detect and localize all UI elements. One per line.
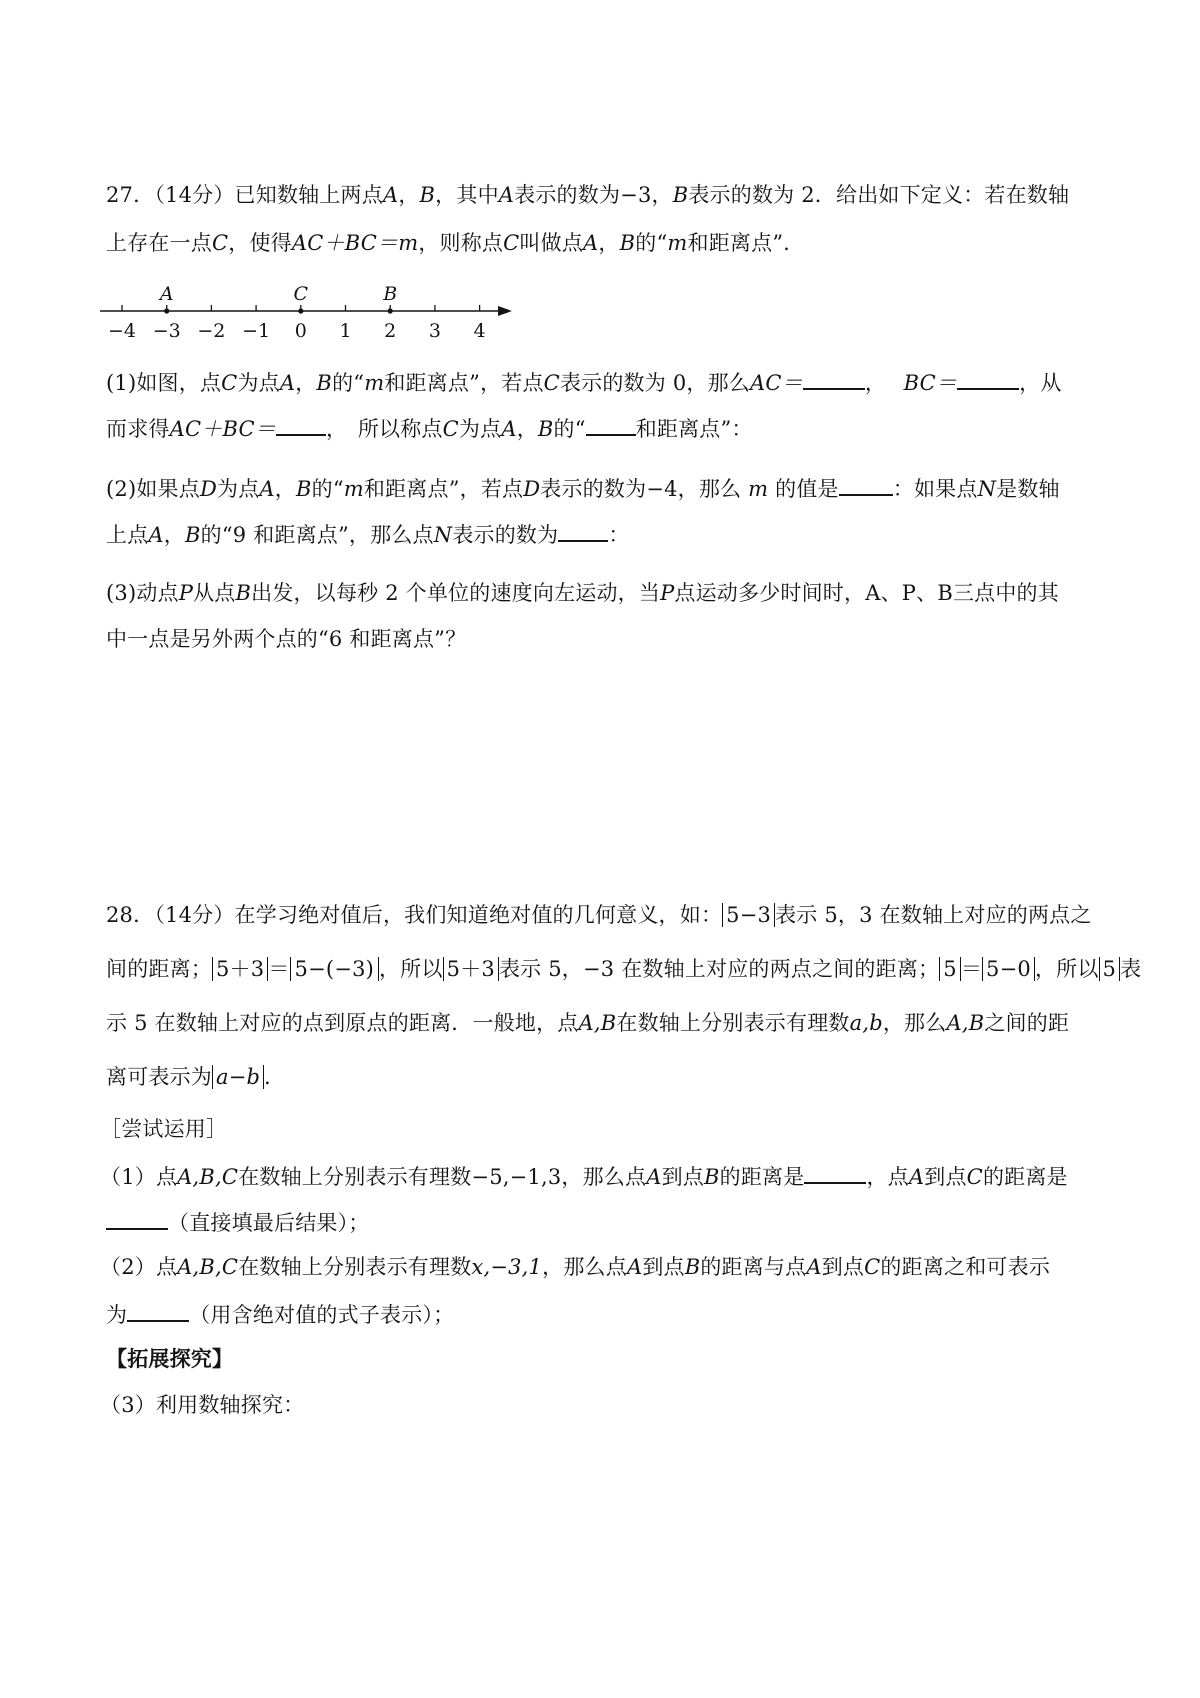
point-marker: [298, 308, 303, 313]
text: 在数轴上分别表示有理数−5,−1,3，那么点: [238, 1165, 647, 1189]
var-ABC: A,B,C: [177, 1255, 239, 1279]
try-heading: [100, 1114, 1126, 1144]
section-heading: 【拓展探究】: [106, 1346, 234, 1371]
q28-part2-line-2: [106, 1298, 1126, 1330]
var-B: B: [419, 183, 436, 207]
text: 的“: [332, 371, 365, 395]
text: （1）点: [100, 1165, 178, 1189]
text: 表示 5，3 在数轴上对应的两点之: [775, 903, 1092, 927]
var-B: B: [316, 371, 333, 395]
text: 在数轴上分别表示有理数: [238, 1255, 472, 1279]
text: 表: [1120, 957, 1142, 981]
text: 到点: [642, 1255, 685, 1279]
arrow-right-icon: [498, 306, 512, 316]
point-marker: [388, 308, 393, 313]
point-label: A: [159, 283, 174, 305]
var-A: A: [646, 1165, 662, 1189]
text: 和距离点”：: [635, 417, 753, 441]
var-ABC: A,B,C: [177, 1165, 239, 1189]
point-label: C: [293, 283, 309, 305]
tick-label: −2: [197, 320, 226, 342]
text: 在数轴上分别表示有理数: [616, 1011, 850, 1035]
var-D: D: [523, 477, 541, 501]
q27-line-2: [106, 228, 1126, 258]
text: ，点: [866, 1165, 909, 1189]
text: 为点: [217, 477, 260, 501]
text: 28．（14分）在学习绝对值后，我们知道绝对值的几何意义，如：: [106, 903, 723, 927]
var-B: B: [619, 231, 636, 255]
q28-part2-line-1: [100, 1252, 1126, 1282]
text: 表示 5，−3 在数轴上对应的两点之间的距离；: [498, 957, 940, 981]
text: ，从: [1019, 371, 1062, 395]
answer-blank-m-value[interactable]: [839, 472, 893, 496]
text: 和距离点”，若点: [384, 371, 544, 395]
var-B: B: [672, 183, 689, 207]
text: （3）利用数轴探究：: [100, 1393, 305, 1417]
answer-blank-n[interactable]: [558, 518, 608, 542]
tick-label: 2: [384, 320, 397, 342]
abs-expression: 5＋3: [212, 957, 268, 981]
text: 和距离点”．: [687, 231, 805, 255]
var-A: A: [908, 1165, 925, 1189]
number-line-figure: [100, 283, 570, 366]
abs-expression: 5: [939, 957, 961, 981]
var-A: A: [501, 417, 517, 441]
var-AB: A,B: [946, 1011, 985, 1035]
tick-label: 3: [428, 320, 441, 342]
tick-label: −1: [242, 320, 271, 342]
text: （2）点: [100, 1255, 178, 1279]
abs-expression: 5: [1099, 957, 1121, 981]
text: ，: [598, 231, 620, 255]
text: ：如果点: [892, 477, 978, 501]
text: 的“: [635, 231, 668, 255]
point-label: B: [383, 283, 398, 305]
var-C: C: [221, 371, 238, 395]
text: ＝: [268, 957, 290, 981]
answer-blank-ac[interactable]: [803, 366, 865, 390]
text: 到点: [661, 1165, 705, 1189]
var-B: B: [537, 417, 554, 441]
text: (1)如图，点: [106, 371, 222, 395]
abs-expression: 5−3: [722, 903, 775, 927]
var-A: A: [626, 1255, 643, 1279]
text: 的距离之和可表示: [880, 1255, 1051, 1279]
q28-line-1: [106, 900, 1126, 930]
explore-heading: [106, 1344, 1126, 1374]
var-A: A: [498, 183, 515, 207]
text: 的“9 和距离点”，那么点: [200, 523, 434, 547]
point-marker: [164, 308, 169, 313]
text: 上点: [106, 523, 149, 547]
var-C: C: [543, 371, 560, 395]
text: 到点: [821, 1255, 865, 1279]
text: ，所以: [379, 957, 443, 981]
text: 和距离点”，若点: [363, 477, 524, 501]
var-m: m: [748, 477, 769, 501]
text: 为点: [237, 371, 280, 395]
q27-part3-line-2: [106, 624, 1126, 654]
text: 示 5 在数轴上对应的点到原点的距离．一般地，点: [106, 1011, 579, 1035]
text: 的距离是: [982, 1165, 1068, 1189]
var-C: C: [966, 1165, 983, 1189]
text: 叫做点: [519, 231, 584, 255]
abs-expression: 5−(−3): [290, 957, 380, 981]
var-A: A: [583, 231, 599, 255]
text: 离可表示为: [106, 1065, 212, 1089]
var-m: m: [343, 477, 364, 501]
abs-expression: 5−0: [982, 957, 1035, 981]
expression: AC＋BC＝m: [291, 231, 419, 255]
text: ，: [516, 417, 538, 441]
section-heading: ［尝试运用］: [100, 1117, 228, 1141]
text: 的“: [553, 417, 586, 441]
q28-part3-line-1: [100, 1390, 1126, 1420]
text: 到点: [924, 1165, 967, 1189]
tick-label: 0: [294, 320, 307, 342]
text: (2)如果点: [106, 477, 200, 501]
text: 中一点是另外两个点的“6 和距离点”？: [106, 627, 467, 651]
answer-blank-ac-distance[interactable]: [106, 1206, 168, 1230]
text: ，: [163, 523, 185, 547]
var-C: C: [503, 231, 520, 255]
text: ，: [398, 183, 420, 207]
var-C: C: [212, 231, 229, 255]
var-B: B: [295, 477, 312, 501]
tick-label: −3: [152, 320, 181, 342]
text: ，那么点: [542, 1255, 627, 1279]
var-A: A: [806, 1255, 822, 1279]
text: 的“: [311, 477, 344, 501]
var-B: B: [184, 523, 201, 547]
tick-label: 1: [339, 320, 352, 342]
expression: AC＋BC＝: [169, 417, 276, 441]
text: ，使得: [228, 231, 292, 255]
var-m: m: [364, 371, 385, 395]
text: 的距离是: [719, 1165, 805, 1189]
text: 从点: [193, 581, 236, 605]
answer-blank-sum-expression[interactable]: [127, 1298, 189, 1322]
abs-expression: a−b: [212, 1065, 264, 1089]
var-C: C: [442, 417, 459, 441]
text: 三点中的其: [952, 581, 1059, 605]
var-A: A: [279, 371, 296, 395]
var-P: P: [178, 581, 194, 605]
answer-blank-m[interactable]: [586, 412, 636, 436]
var-A: A: [259, 477, 275, 501]
answer-blank-acbc[interactable]: [276, 412, 326, 436]
var-C: C: [864, 1255, 881, 1279]
q28-line-2: [106, 954, 1142, 984]
text: (3)动点: [106, 581, 179, 605]
text: 表示的数为 0，那么: [559, 371, 750, 395]
text: 是数轴: [996, 477, 1060, 501]
var-P: P: [660, 581, 675, 605]
text: ，则称点: [418, 231, 504, 255]
q28-part1-line-1: [100, 1160, 1126, 1192]
var-A: A: [382, 183, 399, 207]
text: 为: [106, 1303, 128, 1327]
text: 出发，以每秒 2 个单位的速度向左运动，当: [251, 581, 661, 605]
q27-part1-line-2: [106, 412, 1126, 444]
text: A、P、B: [865, 581, 953, 605]
q27-part2-line-2: [106, 518, 1126, 550]
text: ，其中: [435, 183, 499, 207]
text: 上存在一点: [106, 231, 212, 255]
var-D: D: [199, 477, 217, 501]
q28-line-3: [106, 1008, 1126, 1038]
q27-part1-line-1: [106, 366, 1126, 398]
q27-line-1: [106, 180, 1126, 210]
text: ，: [274, 477, 296, 501]
text: ：: [608, 523, 630, 547]
text: 点运动多少时间时，: [674, 581, 866, 605]
text: （直接填最后结果）；: [168, 1211, 370, 1235]
expression: AC＝: [750, 371, 803, 395]
text: 表示的数为−4，那么: [540, 477, 742, 501]
text: 的距离与点: [700, 1255, 807, 1279]
text: 27．（14分）已知数轴上两点: [106, 183, 383, 207]
text: 表示的数为 2．给出如下定义：若在数轴: [688, 183, 1070, 207]
text: 为点: [458, 417, 502, 441]
text: 表示的数为−3，: [514, 183, 673, 207]
q27-part2-line-1: [106, 472, 1126, 504]
var-A: A: [148, 523, 164, 547]
text: 的值是: [775, 477, 839, 501]
var-N: N: [433, 523, 453, 547]
abs-expression: 5＋3: [443, 957, 499, 981]
var-B: B: [684, 1255, 701, 1279]
expression: BC＝: [903, 371, 958, 395]
tick-label: −4: [107, 320, 137, 342]
var-AB: A,B: [578, 1011, 617, 1035]
text: ，所以: [1034, 957, 1099, 981]
answer-blank-bc[interactable]: [957, 366, 1019, 390]
text: （用含绝对值的式子表示）；: [189, 1303, 455, 1327]
text: ．: [264, 1065, 286, 1089]
var-ab: a,b: [849, 1011, 883, 1035]
text: ，: [295, 371, 317, 395]
expression: x,−3,1: [471, 1255, 543, 1279]
text: 之间的距: [984, 1011, 1070, 1035]
q27-part3-line-1: [106, 578, 1126, 608]
text: ， 所以称点: [325, 417, 443, 441]
tick-label: 4: [473, 320, 486, 342]
text: 间的距离；: [106, 957, 212, 981]
var-B: B: [235, 581, 252, 605]
q28-part1-line-2: [106, 1206, 1126, 1238]
answer-blank-ab-distance[interactable]: [804, 1160, 866, 1184]
text: ，那么: [882, 1011, 947, 1035]
text: ，: [864, 371, 876, 395]
q28-line-4: [106, 1062, 1126, 1092]
text: 表示的数为: [452, 523, 559, 547]
var-N: N: [977, 477, 997, 501]
text: ＝: [960, 957, 983, 981]
var-m: m: [667, 231, 688, 255]
text: 而求得: [106, 417, 170, 441]
var-B: B: [704, 1165, 720, 1189]
